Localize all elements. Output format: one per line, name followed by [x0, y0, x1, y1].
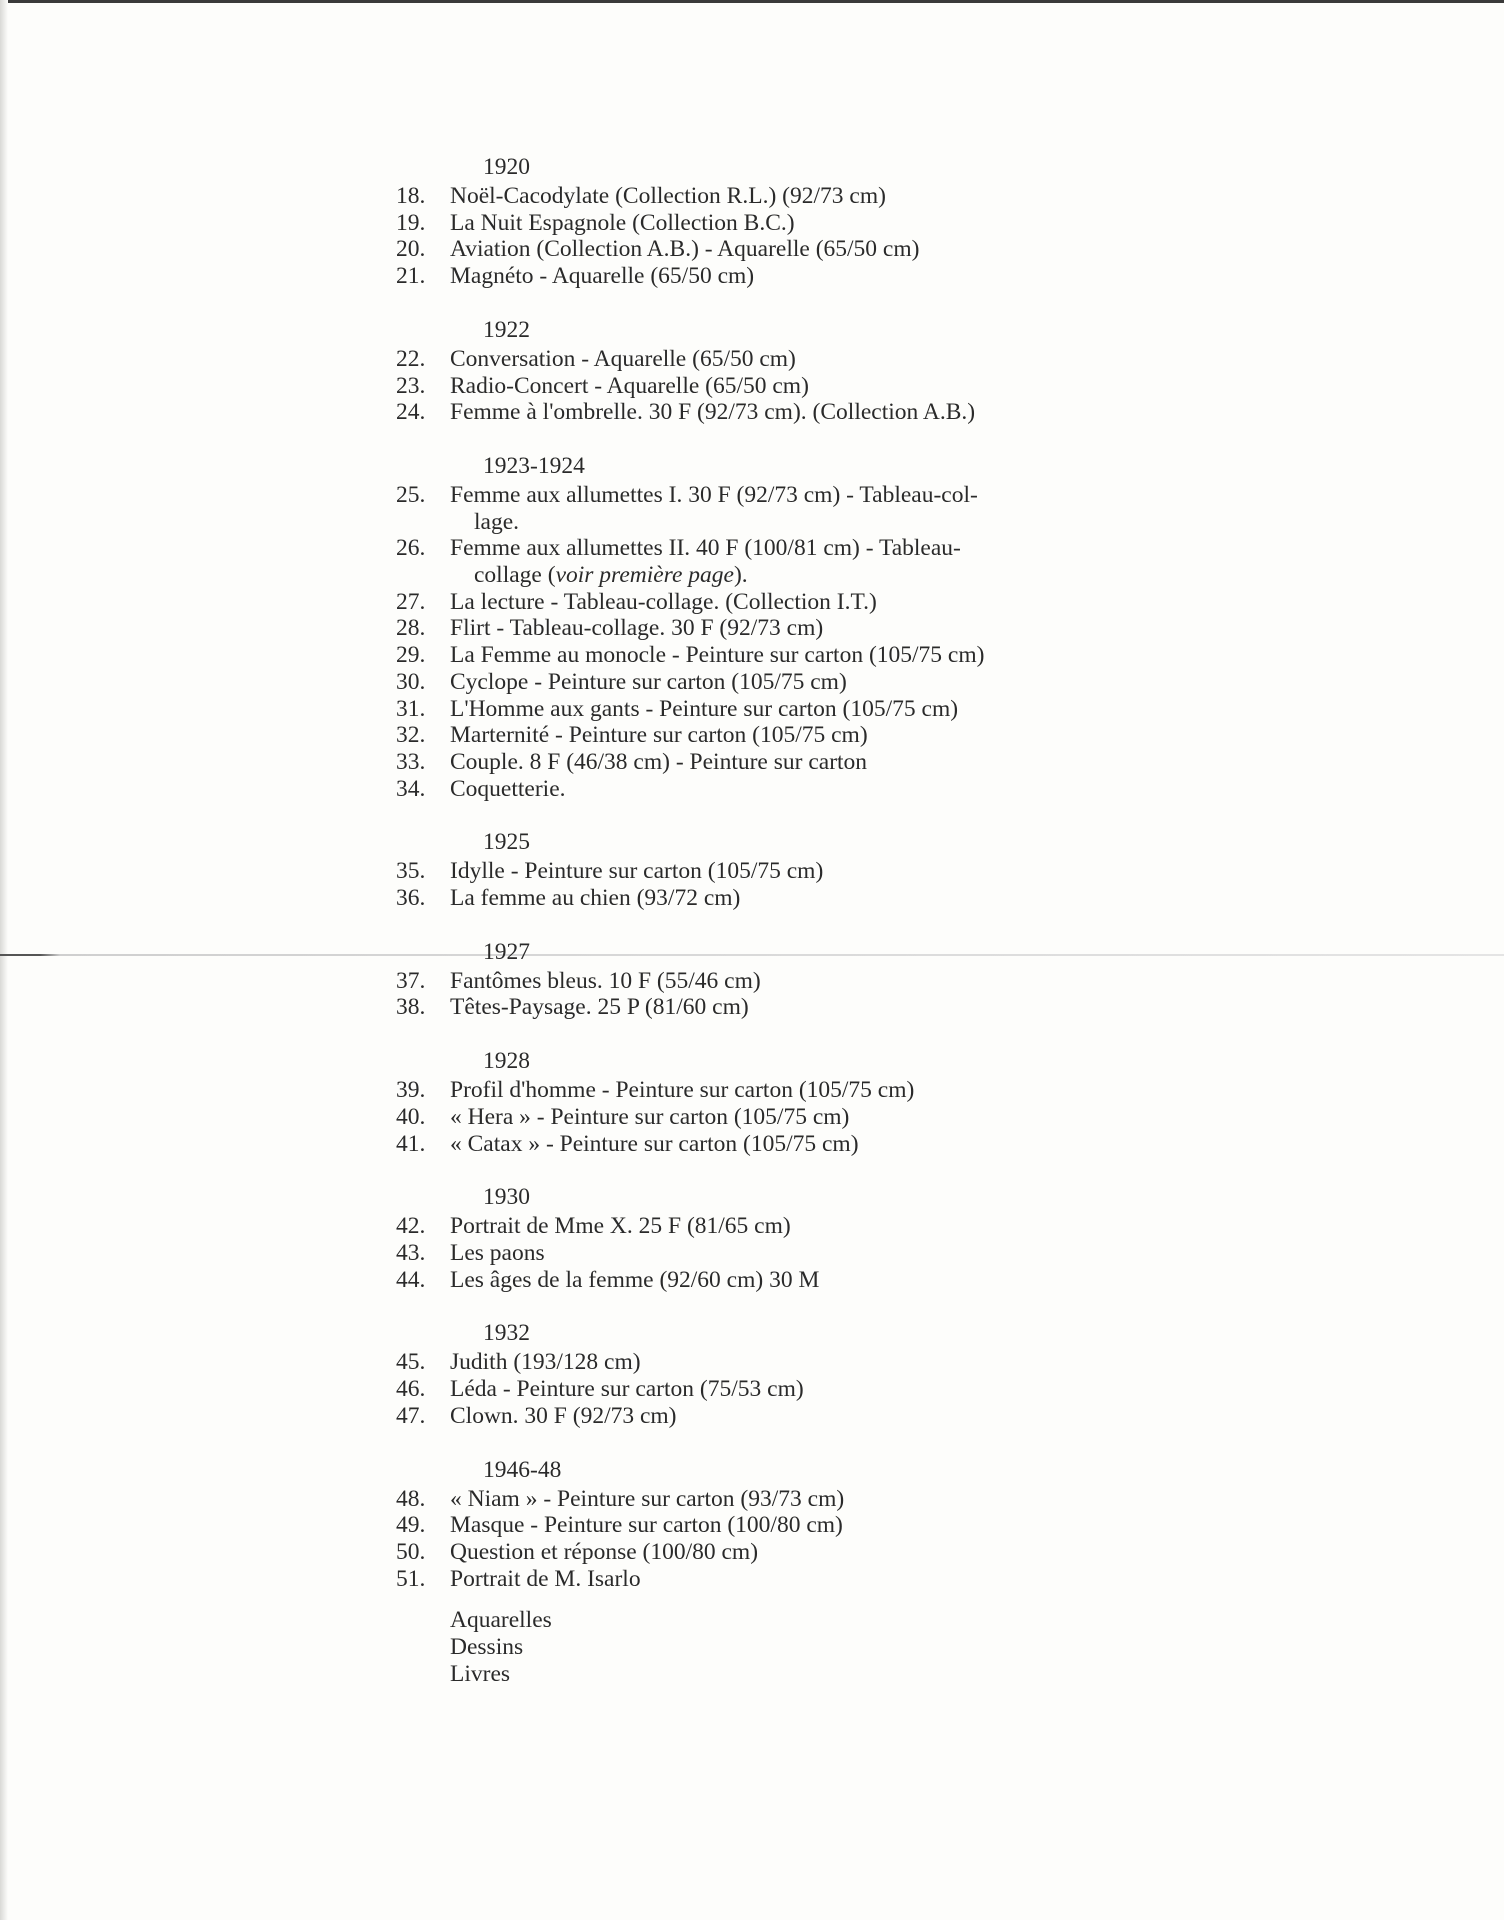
entry-number: 40. [396, 1103, 426, 1130]
catalogue-entry [396, 1403, 1116, 1430]
year-group-1920 [396, 154, 1116, 290]
entry-text: Femme aux allumettes I. 30 F (92/73 cm) - Tableau-col- [450, 481, 978, 508]
entry-number: 18. [396, 183, 426, 209]
catalogue-entry [396, 210, 1116, 237]
catalogue-entry [396, 722, 1116, 749]
entry-text: Cyclope - Peinture sur carton (105/75 cm) [450, 668, 847, 695]
entry-text-continuation: lage. [474, 508, 520, 535]
catalogue-entry [396, 968, 1116, 995]
entry-number: 43. [396, 1239, 426, 1266]
entry-number: 44. [396, 1266, 426, 1293]
entry-number: 47. [396, 1402, 426, 1429]
entry-number: 45. [396, 1349, 426, 1376]
catalogue-entry [396, 1566, 1116, 1593]
entry-number: 33. [396, 748, 426, 775]
catalogue-list [396, 154, 1116, 1687]
year-group-1927 [396, 939, 1116, 1021]
entry-number: 30. [396, 668, 426, 695]
entry-text: Têtes-Paysage. 25 P (81/60 cm) [450, 994, 749, 1021]
entry-text: Femme à l'ombrelle. 30 F (92/73 cm). (Collection A.B.) [450, 399, 976, 426]
entry-text: L'Homme aux gants - Peinture sur carton (105/75 cm) [450, 695, 959, 722]
entry-number: 49. [396, 1512, 426, 1539]
entry-number: 22. [396, 345, 426, 372]
entry-text: Les paons [450, 1239, 545, 1266]
catalogue-entry [396, 1104, 1116, 1131]
entry-number: 36. [396, 885, 426, 912]
entry-text: Coquetterie. [450, 775, 566, 802]
entry-number: 39. [396, 1077, 426, 1104]
entry-number: 20. [396, 236, 426, 263]
entry-text: Flirt - Tableau-collage. 30 F (92/73 cm) [450, 615, 824, 642]
catalogue-entry [396, 696, 1116, 723]
entry-number: 29. [396, 642, 426, 669]
catalogue-entry [396, 373, 1116, 400]
catalogue-entry [396, 482, 1116, 535]
year-group-1922 [396, 317, 1116, 426]
entry-number: 50. [396, 1538, 426, 1565]
entry-text: Conversation - Aquarelle (65/50 cm) [450, 345, 796, 372]
catalogue-entry [396, 1131, 1116, 1158]
entry-number: 26. [396, 535, 426, 562]
entry-text-continuation: collage ( [474, 562, 556, 589]
entry-number: 21. [396, 263, 426, 290]
year-group-1946-48 [396, 1457, 1116, 1593]
catalogue-entry [396, 1213, 1116, 1240]
year-group-1928 [396, 1048, 1116, 1157]
catalogue-entry [396, 776, 1116, 803]
catalogue-entry [396, 1240, 1116, 1267]
year-group-1932 [396, 1320, 1116, 1429]
entry-number: 51. [396, 1565, 426, 1592]
entry-text: Profil d'homme - Peinture sur carton (105/75 cm) [450, 1077, 915, 1104]
catalogue-entry [396, 1512, 1116, 1539]
entry-text: La lecture - Tableau-collage. (Collection I.T.) [450, 588, 877, 615]
catalogue-entry [396, 1539, 1116, 1566]
catalogue-entry [396, 399, 1116, 426]
category-aquarelles: Aquarelles [450, 1607, 552, 1634]
entry-text: Léda - Peinture sur carton (75/53 cm) [450, 1376, 804, 1403]
entry-text: Idylle - Peinture sur carton (105/75 cm) [450, 858, 824, 885]
entry-text: La Femme au monocle - Peinture sur carton (105/75 cm) [450, 642, 985, 669]
catalogue-entry [396, 183, 1116, 210]
catalogue-entry [396, 1486, 1116, 1513]
entry-number: 23. [396, 372, 426, 399]
catalogue-entry [396, 589, 1116, 616]
catalogue-entry [396, 669, 1116, 696]
entry-text: Noël-Cacodylate (Collection R.L.) (92/73 cm) [450, 183, 886, 209]
entry-text: La Nuit Espagnole (Collection B.C.) [450, 209, 795, 236]
catalogue-entry [396, 236, 1116, 263]
year-group-1923-1924 [396, 453, 1116, 802]
entry-text-block [450, 482, 1116, 535]
entry-italic-note: voir première page [555, 562, 734, 589]
year-heading: 1928 [483, 1048, 530, 1075]
catalogue-entry [396, 346, 1116, 373]
page-top-edge [0, 0, 1504, 3]
entry-text-block [450, 535, 1116, 588]
category-livres: Livres [450, 1660, 511, 1687]
entry-text: Les âges de la femme (92/60 cm) 30 M [450, 1266, 820, 1293]
entry-text: Femme aux allumettes II. 40 F (100/81 cm) - Tableau- [450, 535, 961, 562]
entry-number: 46. [396, 1376, 426, 1403]
entry-text: Fantômes bleus. 10 F (55/46 cm) [450, 967, 761, 994]
year-heading: 1922 [483, 316, 530, 343]
year-heading: 1946-48 [483, 1456, 562, 1483]
catalogue-entry [396, 1376, 1116, 1403]
entry-text: Magnéto - Aquarelle (65/50 cm) [450, 263, 755, 290]
entry-text: « Catax » - Peinture sur carton (105/75 cm) [450, 1130, 859, 1157]
year-heading: 1925 [483, 829, 530, 856]
entry-number: 24. [396, 399, 426, 426]
entry-number: 28. [396, 615, 426, 642]
year-heading: 1927 [483, 938, 530, 965]
year-group-1925 [396, 829, 1116, 911]
entry-number: 32. [396, 722, 426, 749]
entry-text: Portrait de Mme X. 25 F (81/65 cm) [450, 1213, 791, 1240]
entry-number: 31. [396, 695, 426, 722]
entry-number: 38. [396, 994, 426, 1021]
entry-number: 35. [396, 858, 426, 885]
year-group-1930 [396, 1184, 1116, 1293]
catalogue-entry [396, 642, 1116, 669]
category-dessins: Dessins [450, 1634, 524, 1661]
entry-number: 27. [396, 588, 426, 615]
entry-number: 19. [396, 209, 426, 236]
entry-number: 41. [396, 1130, 426, 1157]
entry-number: 48. [396, 1485, 426, 1512]
entry-text: Portrait de M. Isarlo [450, 1565, 641, 1592]
catalogue-entry [396, 1349, 1116, 1376]
catalogue-entry [396, 535, 1116, 588]
year-heading: 1932 [483, 1320, 530, 1347]
catalogue-entry [396, 615, 1116, 642]
entry-number: 37. [396, 967, 426, 994]
entry-text-continuation-line [450, 562, 1116, 589]
entry-text: La femme au chien (93/72 cm) [450, 885, 741, 912]
entry-text: « Hera » - Peinture sur carton (105/75 cm) [450, 1103, 850, 1130]
entry-text: Masque - Peinture sur carton (100/80 cm) [450, 1512, 843, 1539]
entry-text: Marternité - Peinture sur carton (105/75 cm) [450, 722, 868, 749]
entry-text: Judith (193/128 cm) [450, 1349, 641, 1376]
entry-number: 34. [396, 775, 426, 802]
catalogue-entry [396, 263, 1116, 290]
page-left-edge [0, 0, 8, 1920]
entry-text: Clown. 30 F (92/73 cm) [450, 1402, 677, 1429]
catalogue-entry [396, 749, 1116, 776]
entry-number: 25. [396, 481, 426, 508]
catalogue-entry [396, 994, 1116, 1021]
catalogue-entry [396, 1267, 1116, 1294]
year-heading: 1923-1924 [483, 452, 585, 479]
catalogue-entry [396, 1077, 1116, 1104]
entry-text: Question et réponse (100/80 cm) [450, 1538, 759, 1565]
entry-text: Couple. 8 F (46/38 cm) - Peinture sur carton [450, 748, 868, 775]
entry-text-closing: ). [733, 562, 748, 589]
year-heading: 1930 [483, 1184, 530, 1211]
catalogue-entry [396, 885, 1116, 912]
year-heading: 1920 [483, 154, 530, 180]
entry-text: « Niam » - Peinture sur carton (93/73 cm) [450, 1485, 845, 1512]
entry-text: Radio-Concert - Aquarelle (65/50 cm) [450, 372, 809, 399]
entry-text: Aviation (Collection A.B.) - Aquarelle (65/50 cm) [450, 236, 920, 263]
additional-categories [396, 1607, 1116, 1687]
entry-number: 42. [396, 1213, 426, 1240]
catalogue-entry [396, 858, 1116, 885]
